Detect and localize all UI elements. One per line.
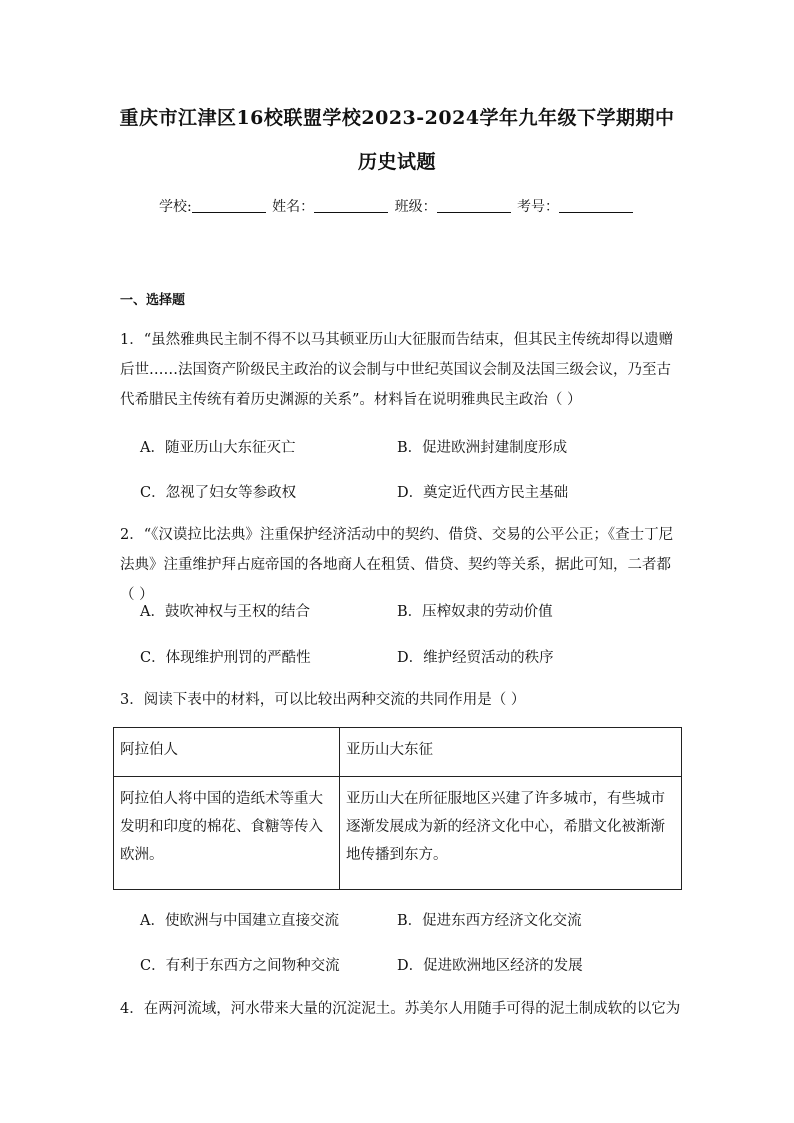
exam-title-line2: 历史试题 xyxy=(357,151,436,173)
table-cell-arab: 阿拉伯人将中国的造纸术等重大发明和印度的棉花、食糖等传入欧洲。 xyxy=(114,777,340,890)
q2-option-a[interactable]: A．鼓吹神权与王权的结合 xyxy=(140,604,310,620)
q2-option-c[interactable]: C．体现维护刑罚的严酷性 xyxy=(140,650,311,666)
question-3-text: 3．阅读下表中的材料，可以比较出两种交流的共同作用是（ ） xyxy=(120,692,526,708)
q3-option-a[interactable]: A．使欧洲与中国建立直接交流 xyxy=(140,913,339,929)
question-2-text: 2．“《汉谟拉比法典》注重保护经济活动中的契约、借贷、交易的公平公正；《查士丁尼法典》注重维护拜占庭帝国的各地商人在租赁、借贷、契约等关系，据此可知，二者都（ ） xyxy=(120,527,674,603)
school-label: 学校: xyxy=(158,199,192,215)
q1-option-a[interactable]: A．随亚历山大东征灭亡 xyxy=(140,440,296,456)
table-header-arab: 阿拉伯人 xyxy=(114,728,340,777)
q1-option-d[interactable]: D．奠定近代西方民主基础 xyxy=(397,485,569,501)
table-header-alexander: 亚历山大东征 xyxy=(340,728,682,777)
comparison-table xyxy=(113,727,682,890)
q3-option-b[interactable]: B．促进东西方经济文化交流 xyxy=(397,913,582,929)
q3-option-d[interactable]: D．促进欧洲地区经济的发展 xyxy=(397,958,583,974)
section-heading: 一、选择题 xyxy=(120,293,186,308)
student-info-line xyxy=(0,196,794,216)
school-blank[interactable] xyxy=(192,198,266,213)
question-1-text: 1．“虽然雅典民主制不得不以马其顿亚历山大征服而告结束，但其民主传统却得以遗赠后世……法国资产阶级民主政治的议会制与中世纪英国议会制及法国三级会议，乃至古代希腊民主传统有着历史渊源的关系”。材料旨在说明雅典民主政治（ ） xyxy=(120,332,674,408)
q1-option-b[interactable]: B．促进欧洲封建制度形成 xyxy=(397,440,568,456)
exam-number-blank[interactable] xyxy=(559,198,633,213)
q2-option-b[interactable]: B．压榨奴隶的劳动价值 xyxy=(397,604,553,620)
name-label: 姓名： xyxy=(272,199,315,215)
exam-number-label: 考号： xyxy=(517,199,560,215)
q1-option-c[interactable]: C．忽视了妇女等参政权 xyxy=(140,485,297,501)
q2-option-d[interactable]: D．维护经贸活动的秩序 xyxy=(397,650,554,666)
class-blank[interactable] xyxy=(437,198,511,213)
q3-option-c[interactable]: C．有利于东西方之间物种交流 xyxy=(140,958,340,974)
table-cell-alexander: 亚历山大在所征服地区兴建了许多城市，有些城市逐渐发展成为新的经济文化中心，希腊文化被渐渐地传播到东方。 xyxy=(340,777,682,890)
exam-title-line1: 重庆市江津区16校联盟学校2023-2024学年九年级下学期期中 xyxy=(119,107,675,129)
name-blank[interactable] xyxy=(314,198,388,213)
question-4-text: 4．在两河流域，河水带来大量的沉淀泥土。苏美尔人用随手可得的泥土制成软的以它为 xyxy=(120,1001,680,1017)
class-label: 班级： xyxy=(394,199,437,215)
